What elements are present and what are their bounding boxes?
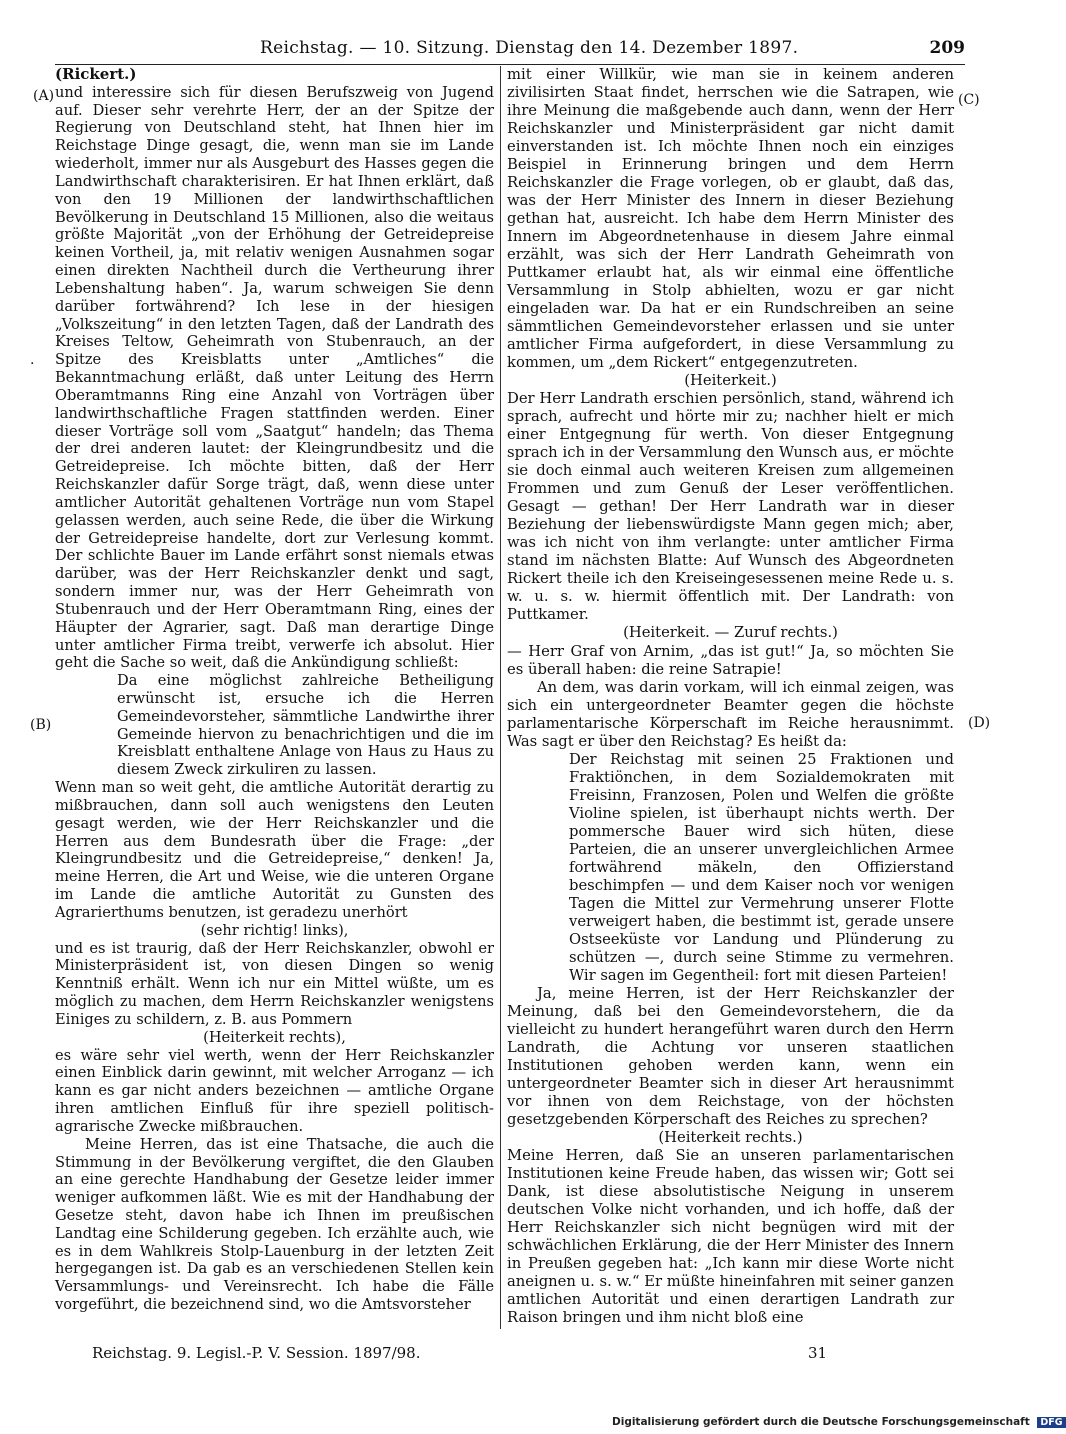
page-header xyxy=(55,34,965,60)
left-column xyxy=(55,66,494,1314)
speaker-name: (Rickert.) xyxy=(55,65,137,83)
right-paragraph: Meine Herren, daß Sie an unseren parlamentarischen Institutionen keine Freude haben, das wissen wir; Gott sei Dank, ist diese absolutistische Neigung in unserem deutschen Volke nicht vorhanden, und ich hoffe, daß der Herr Reichskanzler sich nicht begnügen wird mit der schwächlichen Erklärung, die der Herr Minister des Innern in Preußen gegeben hat: „Ich kann mir diese Worte nicht aneignen u. s. w.“ Er müßte hineinfahren mit seiner ganzen amtlichen Autorität und einen derartigen Landrath zur Raison bringen und ihm nicht bloß eine xyxy=(507,1146,954,1327)
right-paragraph: mit einer Willkür, wie man sie in keinem anderen zivilisirten Staat findet, herrschen wie die Satrapen, wie ihre Meinung die maßgebende auch dann, wenn der Herr Reichskanzler und Ministerpräsident gar nicht damit einverstanden ist. Ich möchte Ihnen noch ein einziges Beispiel in Erinnerung bringen und dem Herrn Reichskanzler die Frage vorlegen, ob er glaubt, daß das, was der Herr Minister des Innern in dieser Beziehung gethan hat, ausreicht. Ich habe dem Herrn Minister des Innern im Abgeordnetenhause in diesem Jahre einmal erzählt, was sich der Herr Landrath Geheimrath von Puttkamer erlaubt hat, als wir einmal eine öffentliche Versammlung in Stolp abhielten, wozu er gar nicht eingeladen war. Da hat er ein Rundschreiben an seine sämmtlichen Gemeindevorsteher erlassen und sie unter amtlicher Firma aufgefordert, in diese Versammlung zu kommen, um „dem Rickert“ entgegenzutreten. xyxy=(507,66,954,372)
running-title: Reichstag. — 10. Sitzung. Dienstag den 14. Dezember 1897. xyxy=(260,38,799,58)
interjection: (sehr richtig! links), xyxy=(200,921,349,939)
margin-mark-a: (A) xyxy=(33,88,55,104)
margin-mark-d: (D) xyxy=(968,715,991,731)
margin-dot: . xyxy=(30,352,35,368)
right-column xyxy=(507,66,954,1327)
digitization-credit xyxy=(612,1416,1066,1428)
margin-mark-b: (B) xyxy=(30,717,52,733)
right-paragraph: Ja, meine Herren, ist der Herr Reichskanzler der Meinung, daß bei den Gemeindevorstehern, die da vielleicht zu hundert herangeführt waren durch den Herrn Landrath, die Achtung vor unseren staatlichen Institutionen gehoben werden kann, wenn ein untergeordneter Beamter sich in dieser Art herausnimmt vor ihnen von dem Reichstage, von der höchsten gesetzgebenden Körperschaft des Reiches zu sprechen? xyxy=(507,984,954,1128)
footer-session: Reichstag. 9. Legisl.-P. V. Session. 1897/98. xyxy=(92,1344,421,1362)
digitization-text: Digitalisierung gefördert durch die Deutsche Forschungsgemeinschaft xyxy=(612,1416,1030,1428)
column-rule xyxy=(500,66,501,1329)
left-paragraph: es wäre sehr viel werth, wenn der Herr Reichskanzler einen Einblick darin gewinnt, mit welcher Arroganz — ich kann es gar nicht anders bezeichnen — amtliche Organe ihren amtlichen Einfluß für ihre speziell politisch-agrarische Zwecke mißbrauchen. xyxy=(55,1046,494,1135)
page-number: 209 xyxy=(929,38,965,58)
right-paragraph: — Herr Graf von Arnim, „das ist gut!“ Ja, so möchten Sie es überall haben: die reine Satrapie! xyxy=(507,642,954,678)
dfg-logo: DFG xyxy=(1037,1417,1065,1428)
left-quote: Da eine möglichst zahlreiche Betheiligung erwünscht ist, ersuche ich die Herren Gemeindevorsteher, sämmtliche Landwirthe ihrer Gemeinde hiervon zu benachrichtigen und die im Kreisblatt enthaltene Anlage von Haus zu Haus zu diesem Zweck zirkuliren zu lassen. xyxy=(117,672,494,779)
right-paragraph: Der Herr Landrath erschien persönlich, stand, während ich sprach, aufrecht und hörte mir zu; nachher hielt er mich einer Entgegnung für werth. Von dieser Entgegnung sprach ich in der Versammlung den Wunsch aus, er möchte sie doch einmal auch weiteren Kreisen zum allgemeinen Frommen und zum Genuß der Leser veröffentlichen. Gesagt — gethan! Der Herr Landrath war in dieser Beziehung der liebenswürdigste Mann gegen mich; aber, was ich nicht von ihm verlangte: unter amtlicher Firma stand im nächsten Blatte: Auf Wunsch des Abgeordneten Rickert theile ich den Kreiseingesessenen meine Rede u. s. w. u. s. w. hiermit öffentlich mit. Der Landrath: von Puttkamer. xyxy=(507,390,954,624)
right-quote: Der Reichstag mit seinen 25 Fraktionen und Fraktiönchen, in dem Sozialdemokraten mit Freisinn, Franzosen, Polen und Welfen die größte Violine spielen, ist überhaupt nichts werth. Der pommersche Bauer wird sich hüten, diese Parteien, die an unserer unvergleichlichen Armee fortwährend mäkeln, den Offizierstand beschimpfen — und dem Kaiser noch vor wenigen Tagen die Mittel zur Vermehrung unserer Flotte verweigert haben, die bestimmt ist, gerade unsere Ostseeküste vor Landung und Plünderung zu schützen —, durch seine Stimme zu vermehren. Wir sagen im Gegentheil: fort mit diesen Parteien! xyxy=(569,750,954,984)
interjection: (Heiterkeit.) xyxy=(684,372,777,390)
footer-sheet-number: 31 xyxy=(808,1344,828,1362)
interjection: (Heiterkeit. — Zuruf rechts.) xyxy=(623,624,838,642)
left-paragraph: und interessire sich für diesen Berufszweig von Jugend auf. Dieser sehr verehrte Herr, der an der Spitze der Regierung von Deutschland steht, hat Ihnen hier im Reichstage Dinge gesagt, die, wenn man sie im Lande wiederholt, immer nur als Ausgeburt des Hasses gegen die Landwirthschaft charakterisiren. Er hat Ihnen erklärt, daß von den 19 Millionen der landwirthschaftlichen Bevölkerung in Deutschland 15 Millionen, also die weitaus größte Majorität „von der Erhöhung der Getreidepreise keinen Vortheil, ja, mit relativ wenigen Ausnahmen sogar einen direkten Nachtheil durch die Vertheurung ihrer Lebenshaltung haben“. Ja, warum schweigen Sie denn darüber fortwährend? Ich lese in der hiesigen „Volkszeitung“ in den letzten Tagen, daß der Landrath des Kreises Teltow, Geheimrath von Stubenrauch, an der Spitze des Kreisblatts unter „Amtliches“ die Bekanntmachung erläßt, daß unter Leitung des Herrn Oberamtmanns Ring eine Anzahl von Vorträgen über landwirthschaftliche Fragen stattfinden werden. Einer dieser Vorträge soll vom „Saatgut“ handeln; das Thema der drei anderen lautet: der Kleingrundbesitz und die Getreidepreise. Ich möchte bitten, daß der Herr Reichskanzler dafür Sorge trägt, daß, wenn diese unter amtlicher Autorität gehaltenen Vorträge nun vom Stapel gelassen werden, auch seine Rede, die über die Wirkung der Getreidepreise handelte, dort zur Verlesung kommt. Der schlichte Bauer im Lande erfährt sonst niemals etwas darüber, was der Herr Reichskanzler denkt und sagt, sondern immer nur, was der Herr Geheimrath von Stubenrauch und der Herr Oberamtmann Ring, eines der Häupter der Agrarier, sagt. Daß man derartige Dinge unter amtlicher Firma treibt, verwerfe ich absolut. Hier geht die Sache so weit, daß die Ankündigung schließt: xyxy=(55,83,494,672)
left-paragraph: und es ist traurig, daß der Herr Reichskanzler, obwohl er Ministerpräsident ist, von diesen Dingen so wenig Kenntniß erhält. Wenn ich nur ein Mittel wüßte, um es möglich zu machen, dem Herrn Reichskanzler wenigstens Einiges zu schildern, z. B. aus Pommern xyxy=(55,939,494,1028)
interjection: (Heiterkeit rechts.) xyxy=(658,1128,803,1146)
header-rule xyxy=(55,64,965,65)
left-paragraph: Meine Herren, das ist eine Thatsache, die auch die Stimmung in der Bevölkerung vergiftet, die den Glauben an eine gerechte Handhabung der Gesetze leider immer weniger aufkommen läßt. Wie es mit der Handhabung der Gesetze steht, davon habe ich Ihnen im preußischen Landtag eine Schilderung gegeben. Ich erzählte auch, wie es in dem Wahlkreis Stolp-Lauenburg in der letzten Zeit hergegangen ist. Da gab es an verschiedenen Stellen kein Versammlungs- und Vereinsrecht. Ich habe die Fälle vorgeführt, die bezeichnend sind, wo die Amtsvorsteher xyxy=(55,1135,494,1314)
right-paragraph: An dem, was darin vorkam, will ich einmal zeigen, was sich ein untergeordneter Beamter gegen die höchste parlamentarische Körperschaft im Reiche herausnimmt. Was sagt er über den Reichstag? Es heißt da: xyxy=(507,678,954,750)
interjection: (Heiterkeit rechts), xyxy=(203,1028,346,1046)
margin-mark-c: (C) xyxy=(958,92,980,108)
left-paragraph: Wenn man so weit geht, die amtliche Autorität derartig zu mißbrauchen, dann soll auch wenigstens den Leuten gesagt werden, wie der Herr Reichskanzler und die Herren aus dem Bundesrath über die Frage: „der Kleingrundbesitz und die Getreidepreise,“ denken! Ja, meine Herren, die Art und Weise, wie die unteren Organe im Lande die amtliche Autorität zu Gunsten des Agrarierthums benutzen, ist geradezu unerhört xyxy=(55,779,494,921)
